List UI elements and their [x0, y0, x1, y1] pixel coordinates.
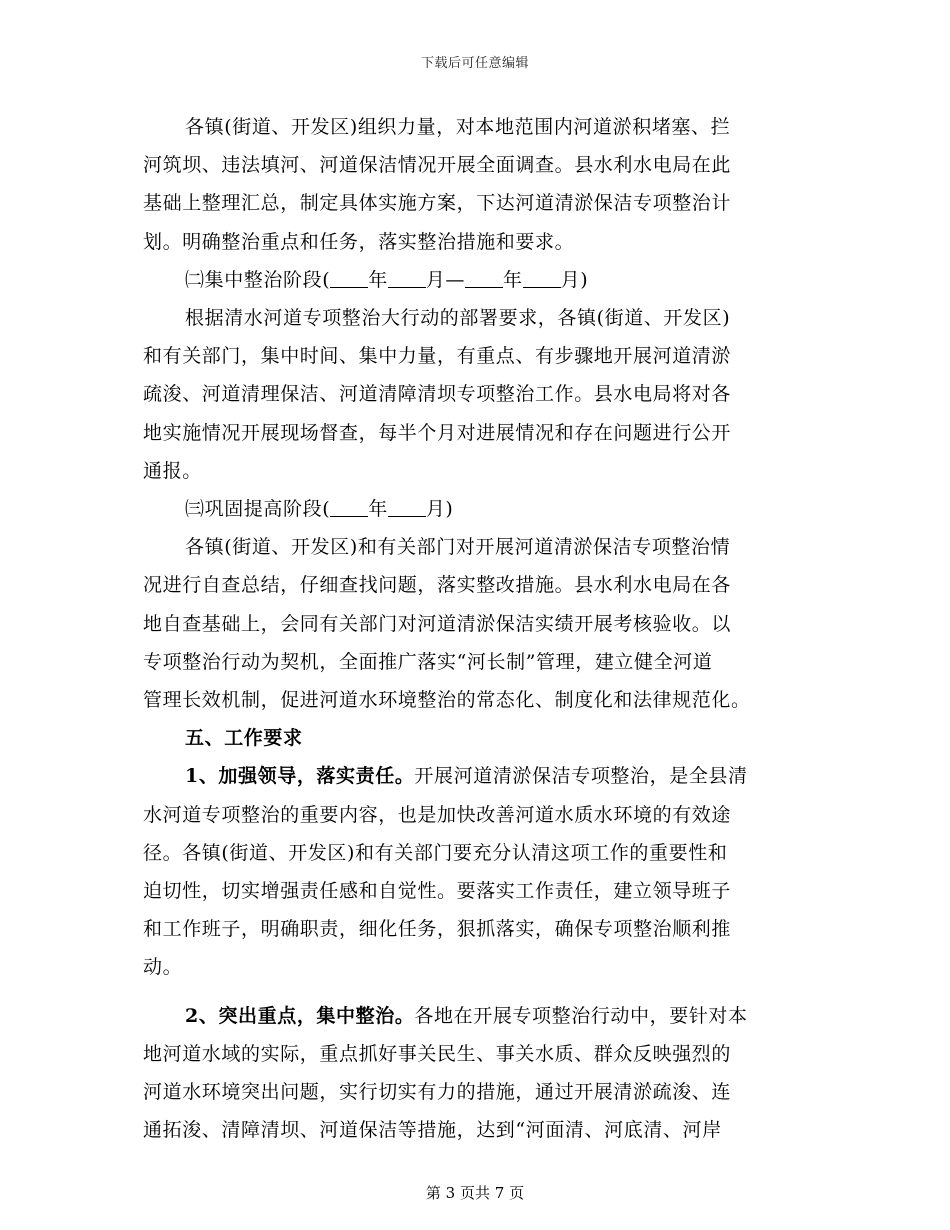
requirement-2-title: 2、突出重点，集中整治。 — [185, 1004, 415, 1027]
paragraph-line: 迫切性，切实增强责任感和自觉性。要落实工作责任，建立领导班子 — [143, 880, 732, 903]
month-label: 月) — [560, 268, 589, 291]
stage-2-heading — [143, 261, 810, 299]
blank-field — [465, 271, 503, 288]
paragraph-line: 通报。 — [143, 459, 202, 482]
requirement-2-text: 各地在开展专项整治行动中，要针对本 — [414, 1004, 748, 1027]
paragraph-line: 基础上整理汇总，制定具体实施方案，下达河道清淤保洁专项整治计 — [143, 192, 732, 215]
page-header: 下载后可任意编辑 — [420, 56, 529, 71]
paragraph-line: 动。 — [143, 956, 183, 979]
paragraph-line: 和有关部门，集中时间、集中力量，有重点、有步骤地开展河道清淤 — [143, 345, 732, 368]
year-label: 年 — [368, 268, 388, 291]
paragraph-line: 河筑坝、违法填河、河道保洁情况开展全面调查。县水利水电局在此 — [143, 154, 732, 177]
requirement-2-line — [143, 997, 810, 1035]
paragraph-line: 和工作班子，明确职责，细化任务，狠抓落实，确保专项整治顺利推 — [143, 918, 732, 941]
paragraph-line: 各镇(街道、开发区)组织力量，对本地范围内河道淤积堵塞、拦 — [185, 116, 731, 138]
paragraph-line: 地河道水域的实际，重点抓好事关民生、事关水质、群众反映强烈的 — [143, 1042, 732, 1065]
paragraph-line: 专项整治行动为契机，全面推广落实“河长制”管理，建立健全河道 — [143, 650, 713, 673]
document-body — [143, 108, 810, 1149]
paragraph-line: 通拓浚、清障清坝、河道保洁等措施，达到“河面清、河底清、河岸 — [143, 1119, 722, 1142]
blank-field — [388, 271, 426, 288]
year-label: 年 — [368, 498, 388, 521]
blank-field — [523, 271, 561, 288]
paragraph-line: 各镇(街道、开发区)和有关部门对开展河道清淤保洁专项整治情 — [185, 536, 731, 559]
paragraph-line: 水河道专项整治的重要内容，也是加快改善河道水质水环境的有效途 — [143, 803, 732, 826]
paragraph-line: 根据清水河道专项整治大行动的部署要求，各镇(街道、开发区) — [185, 307, 731, 330]
section-heading: 五、工作要求 — [185, 727, 303, 750]
month-label: 月— — [425, 268, 466, 291]
requirement-1-line — [143, 757, 810, 795]
paragraph-line: 河道水环境突出问题，实行切实有力的措施，通过开展清淤疏浚、连 — [143, 1081, 732, 1104]
blank-field — [330, 500, 368, 517]
paragraph-line: 管理长效机制，促进河道水环境整治的常态化、制度化和法律规范化。 — [143, 689, 751, 712]
page-footer: 第 3 页共 7 页 — [425, 1184, 525, 1202]
stage-2-prefix: ㈡集中整治阶段( — [185, 268, 331, 291]
paragraph-line: 径。各镇(街道、开发区)和有关部门要充分认清这项工作的重要性和 — [143, 841, 728, 864]
paragraph-line: 地实施情况开展现场督查，每半个月对进展情况和存在问题进行公开 — [143, 421, 732, 444]
blank-field — [330, 271, 368, 288]
paragraph-spacer — [143, 987, 810, 997]
paragraph-line: 疏浚、河道清理保洁、河道清障清坝专项整治工作。县水电局将对各 — [143, 383, 732, 406]
stage-3-heading — [143, 490, 810, 528]
year-label: 年 — [503, 268, 523, 291]
paragraph-line: 划。明确整治重点和任务，落实整治措施和要求。 — [143, 230, 575, 253]
paragraph-line: 况进行自查总结，仔细查找问题，落实整改措施。县水利水电局在各 — [143, 574, 732, 597]
stage-3-prefix: ㈢巩固提高阶段( — [185, 498, 331, 521]
requirement-1-text: 开展河道清淤保洁专项整治，是全县清 — [414, 765, 748, 788]
month-label: 月) — [425, 498, 454, 521]
paragraph-line: 地自查基础上，会同有关部门对河道清淤保洁实绩开展考核验收。以 — [143, 612, 732, 635]
blank-field — [388, 500, 426, 517]
requirement-1-title: 1、加强领导，落实责任。 — [185, 765, 415, 788]
